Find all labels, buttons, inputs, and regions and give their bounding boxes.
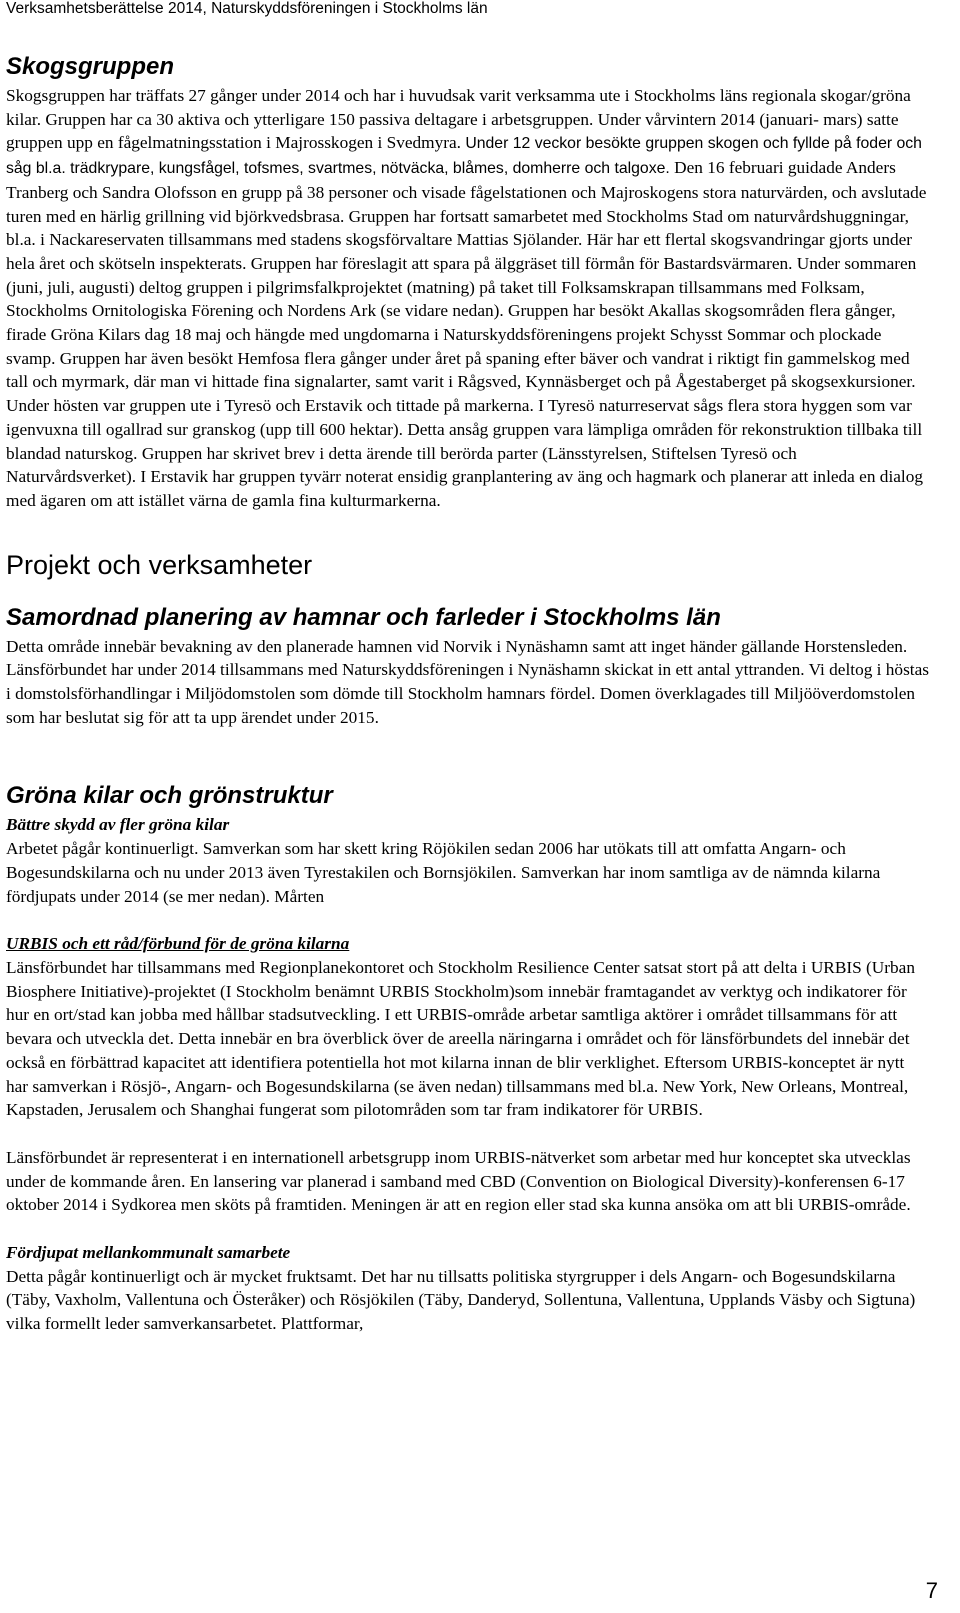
- battre-skydd-paragraph: Arbetet pågår kontinuerligt. Samverkan som har skett kring Röjökilen sedan 2006 har utökats till att omfatta Angarn- och Bogesundskilarna och nu under 2013 även Tyrestakilen och Bornsjökilen. Samverkan har inom samtliga av de nämnda kilarna fördjupats under 2014 (se mer nedan). Mårten: [6, 839, 881, 906]
- running-header: Verksamhetsberättelse 2014, Naturskyddsföreningen i Stockholms län: [6, 0, 488, 17]
- page-body: [6, 50, 930, 1336]
- urbis-paragraph-1: Länsförbundet har tillsammans med Regionplanekontoret och Stockholm Resilience Center satsat stort på att delta i URBIS (Urban Biosphere Initiative)-projektet (I Stockholm benämnt URBIS Stockholm)som innebär framtagandet av verktyg och indikatorer för hur en ort/stad kan jobba med hållbar stadsutveckling. I ett URBIS-område arbetar samtliga aktörer i området tillsammans för att bevara och utveckla det. Detta innebär en bra överblick över de areella näringarna i området och för länsförbundets del innebär det också en förbättrad kapacitet att identifiera potentiella hot mot kilarna innan de blir verklighet. Eftersom URBIS-konceptet är nytt har samverkan i Rösjö-, Angarn- och Bogesundskilarna (se även nedan) tillsammans med bl.a. New York, New Orleans, Montreal, Kapstaden, Jerusalem och Shanghai fungerat som pilotområden som tar fram indikatorer för URBIS.: [6, 957, 915, 1120]
- skogsgruppen-serif-text: Den 16 februari guidade Anders Tranberg och Sandra Olofsson en grupp på 38 personer och visade fågelstationen och Majroskogens stora naturvärden, och avslutade turen med en härlig grillning vid björkvedsbrasa. Gruppen har fortsatt samarbetet med Stockholms Stad om naturvårdshuggningar, bl.a. i Nackareservaten tillsammans med stadens skogsförvaltare Mattias Sjölander. Här har ett flertal skogsvandringar gjorts under hela året och skötseln inspekterats. Gruppen har föreslagit att spara på älggräset till förmån för Bastardsvärmaren. Under sommaren (juni, juli, augusti) deltog gruppen i pilgrimsfalkprojektet (matning) på taket till Folksamskrapan tillsammans med Folksam, Stockholms Ornitologiska Förening och Nordens Ark (se vidare nedan). Gruppen har besökt Akallas skogsområden flera gånger, firade Gröna Kilars dag 18 maj och hängde med ungdomarna i Naturskyddsföreningens projekt Schysst Sommar och plockade svamp. Gruppen har även besökt Hemfosa flera gånger under året på spaning efter bäver och vandrat i riktigt fin gammelskog med tall och myrmark, där man vi hittade fina signalarter, samt varit i Rågsved, Kynnäsberget och på Ågestaberget på skogsexkursioner. Under hösten var gruppen ute i Tyresö och Erstavik och tittade på markerna. I Tyresö naturreservat sågs flera stora hyggen som var igenvuxna till ogallrad sur granskog (upp till 600 hektar). Detta ansåg gruppen vara lämpliga områden för rekonstruktion tillbaka till blandad naturskog. Gruppen har skrivet brev i detta ärende till berörda parter (Länsstyrelsen, Stiftelsen Tyresö och Naturvårdsverket). I Erstavik har gruppen tyvärr noterat ensidig granplantering av äng och hagmark och planerar att inleda en dialog med ägaren om att istället värna de gamla fina kulturmarkerna.: [6, 158, 927, 510]
- section-skogsgruppen: [6, 50, 930, 513]
- skogsgruppen-paragraph: [6, 84, 930, 513]
- grona-kilar-heading: Gröna kilar och grönstruktur: [6, 782, 333, 810]
- projekt-heading: Projekt och verksamheter: [6, 549, 313, 580]
- hamnar-heading: Samordnad planering av hamnar och farleder i Stockholms län: [6, 603, 721, 631]
- skogsgruppen-intro-text: Skogsgruppen har träffats 27 gånger under 2014 och har i huvudsak varit verksamma ute i Stockholms läns regionala skogar/gröna kilar. Gruppen har ca 30 aktiva och ytterligare 150 passiva deltagare i arbetsgruppen. Under vårvintern 2014 (januari- mars) satte gruppen upp en fågelmatningsstation i Majrosskogen i Svedmyra.: [6, 86, 911, 153]
- skogsgruppen-heading: Skogsgruppen: [6, 53, 175, 80]
- skogsgruppen-sans-text: Under 12 veckor besökte gruppen skogen och fyllde på foder och såg bl.a. trädkrypare, kungsfågel, tofsmes, svartmes, nötväcka, blåmes, domherre och talgoxe.: [6, 135, 922, 178]
- page-number: 7: [925, 1578, 938, 1603]
- samarbete-paragraph: Detta pågår kontinuerligt och är mycket fruktsamt. Det har nu tillsatts politiska styrgrupper i dels Angarn- och Bogesundskilarna (Täby, Vaxholm, Vallentuna och Österåker) och Rösjökilen (Täby, Danderyd, Sollentuna, Vallentuna, Upplands Väsby och Sigtuna) vilka formellt leder samverkansarbetet. Plattformar,: [6, 1266, 916, 1334]
- urbis-subheading: URBIS och ett råd/förbund för de gröna kilarna: [6, 934, 350, 954]
- samarbete-subheading: Fördjupat mellankommunalt samarbete: [6, 1243, 291, 1263]
- urbis-paragraph-2: Länsförbundet är representerat i en internationell arbetsgrupp inom URBIS-nätverket som arbetar med hur konceptet ska utvecklas under de kommande åren. En lansering var planerad i samband med CBD (Convention on Biological Diversity)-konferensen 6-17 oktober 2014 i Sydkorea men sköts på framtiden. Meningen är att en region eller stad ska kunna ansöka om att bli URBIS-område.: [6, 1147, 911, 1215]
- hamnar-paragraph: Detta område innebär bevakning av den planerade hamnen vid Norvik i Nynäshamn samt att inget händer gällande Horstensleden. Länsförbundet har under 2014 tillsammans med Naturskyddsföreningen i Nynäshamn skickat in ett antal yttranden. Vi deltog i höstas i domstolsförhandlingar i Miljödomstolen som dömde till Stockholm hamnars fördel. Domen överklagades till Miljööverdomstolen som har beslutat sig för att ta upp ärendet under 2015.: [6, 636, 929, 727]
- battre-skydd-subheading: Bättre skydd av fler gröna kilar: [6, 815, 230, 835]
